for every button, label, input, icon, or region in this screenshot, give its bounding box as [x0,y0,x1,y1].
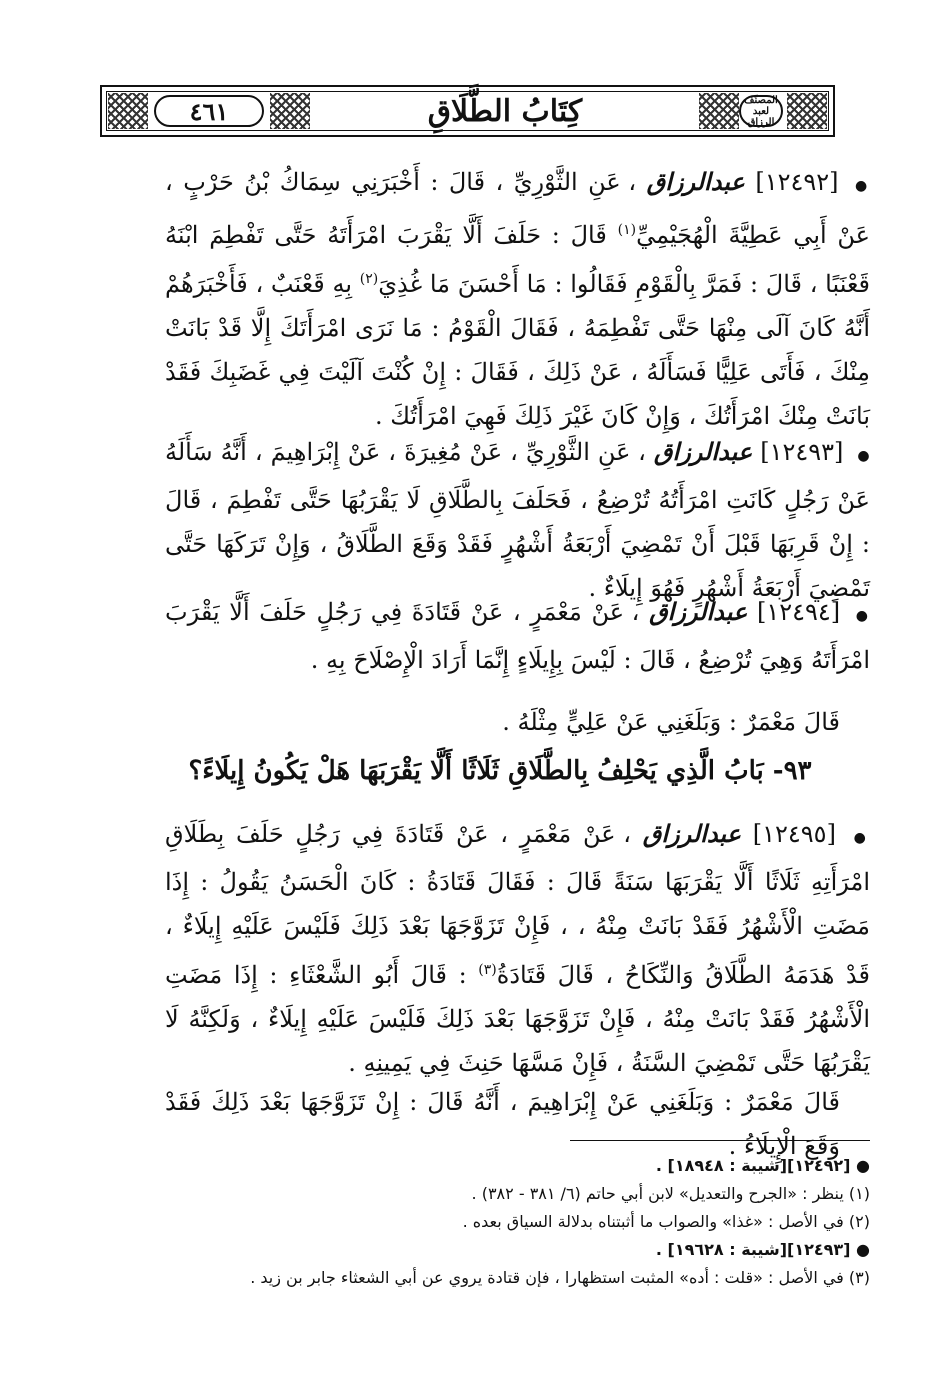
footnote-ref-text: [١٢٤٩٢][شيبة : ١٨٩٤٨] . [655,1156,851,1175]
ornament-icon [108,93,148,129]
chapter-heading: ٩٣- بَابُ الَّذِي يَحْلِفُ بِالطَّلَاقِ ثَلَاثًا أَلَّا يَقْرَبَهَا هَلْ يَكُونُ إِيلَاءً؟ [188,756,812,786]
footnote-reference [165,1236,870,1264]
bullet-icon: ● [854,178,870,194]
emblem-line: المصنّف [744,94,778,106]
entry-text: بِهِ قَعْنَبٌ ، فَأَخْبَرَهُمْ أَنَّهُ كَانَ آلَى مِنْهَا حَتَّى تَفْطِمَهُ ، فَقَالَ الْقَوْمُ : مَا نَرَى امْرَأَتَكَ إِلَّا قَدْ بَانَتْ مِنْكَ ، فَأَتَى عَلِيًّا فَسَأَلَهُ ، عَنْ ذَلِكَ ، فَقَالَ : إِنْ كُنْتَ آلَيْتَ فِي غَضَبِكَ فَقَدْ بَانَتْ مِنْكَ امْرَأَتُكَ ، وَإِنْ كَانَ غَيْرَ ذَلِكَ فَهِيَ امْرَأَتُكَ . [165,270,870,430]
footnote-marker: (٣) [478,962,497,978]
footnote-marker: (٢) [359,271,379,287]
narrator-name: عبدالرزاق [646,167,745,196]
narrator-name: عبدالرزاق [653,437,753,466]
narrator-saying [165,700,870,744]
hadith-entry [165,812,870,1085]
hadith-entry [165,430,870,610]
entry-text: ، عَنْ مَعْمَرٍ ، عَنْ قَتَادَةَ فِي رَجُلٍ حَلَفَ بِطَلَاقِ امْرَأَتِهِ ثَلَاثًا أَلَّا يَقْرَبَهَا سَنَةً قَالَ : فَقَالَ قَتَادَةُ : كَانَ الْحَسَنُ يَقُولُ : إِذَا مَضَتِ الْأَشْهُرُ فَقَدْ بَانَتْ مِنْهُ ، ، فَإِنْ تَزَوَّجَهَا بَعْدَ ذَلِكَ فَلَيْسَ عَلَيْهِ إِيلَاءٌ ، قَدْ هَدَمَهُ الطَّلَاقُ وَالنِّكَاحُ ، قَالَ قَتَادَةُ [165,820,871,989]
entry-text: ، عَنِ الثَّوْرِيِّ ، عَنْ مُغِيرَةَ ، عَنْ إِبْرَاهِيمَ ، أَنَّهُ سَأَلَهُ عَنْ رَجُلٍ كَانَتِ امْرَأَتُهُ تُرْضِعُ ، فَحَلَفَ بِالطَّلَاقِ لَا يَقْرَبُهَا حَتَّى تَفْطِمَ ، قَالَ : إِنْ قَرِبَهَا قَبْلَ أَنْ تَمْضِيَ أَرْبَعَةُ أَشْهُرٍ فَقَدْ وَقَعَ الطَّلَاقُ ، وَإِنْ تَرَكَهَا حَتَّى تَمْضِيَ أَرْبَعَةُ أَشْهُرٍ فَهُوَ إِيلَاءٌ . [165,438,870,602]
saying-text: قَالَ مَعْمَرٌ : وَبَلَغَنِي عَنْ إِبْرَاهِيمَ ، أَنَّهُ قَالَ : إِنْ تَزَوَّجَهَا بَعْدَ ذَلِكَ فَقَدْ وَقَعَ الْإِيلَاءُ . [165,1088,840,1160]
ornament-icon [699,93,739,129]
ornament-icon [787,93,827,129]
footnote-note: (٣) في الأصل : «قلت : أده» المثبت استظهارا ، فإن قتادة يروي عن أبي الشعثاء جابر بن زيد . [250,1268,870,1287]
footnote-marker: (١) [617,222,637,238]
entry-number: [١٢٤٩٣] [760,438,844,466]
hadith-entry [165,160,870,438]
entry-text: ، عَنِ الثَّوْرِيِّ ، قَالَ : أَخْبَرَنِي سِمَاكُ بْنُ حَرْبٍ ، عَنْ أَبِي عَطِيَّةَ الْهُجَيْمِيِّ [165,168,870,249]
ornament-icon [270,93,310,129]
bullet-icon: ● [850,1240,870,1259]
saying-text: قَالَ مَعْمَرٌ : وَبَلَغَنِي عَنْ عَلِيٍّ مِثْلَهُ . [502,708,840,736]
page-header [100,85,835,137]
entry-number: [١٢٤٩٥] [752,820,836,848]
entry-number: [١٢٤٩٤] [756,598,841,626]
entry-text: : قَالَ أَبُو الشَّعْثَاءِ : إِذَا مَضَتِ الْأَشْهُرُ فَقَدْ بَانَتْ مِنْهُ ، فَإِنْ تَزَوَّجَهَا بَعْدَ ذَلِكَ فَلَيْسَ عَلَيْهِ إِيلَاءٌ ، وَلَكِنَّهُ لَا يَقْرَبُهَا حَتَّى تَمْضِيَ السَّنَةُ ، فَإِنْ مَسَّهَا حَنِثَ فِي يَمِينِهِ . [165,961,870,1077]
bullet-icon: ● [857,448,870,464]
entry-text: ، عَنْ مَعْمَرٍ ، عَنْ قَتَادَةَ فِي رَجُلٍ حَلَفَ أَلَّا يَقْرَبَ امْرَأَتَهُ وَهِيَ تُرْضِعُ ، قَالَ : لَيْسَ بِإِيلَاءٍ إِنَّمَا أَرَادَ الْإِصْلَاحَ بِهِ . [165,598,870,674]
entry-number: [١٢٤٩٢] [755,168,839,196]
bullet-icon: ● [850,1156,870,1175]
footnote-note: (١) ينظر : «الجرح والتعديل» لابن أبي حاتم (٦/ ٣٨١ - ٣٨٢) . [471,1184,870,1203]
footnote-separator [570,1140,870,1141]
book-title: كِتَابُ الطَّلَاقِ [427,93,583,129]
hadith-entry [165,590,870,682]
bullet-icon: ● [855,608,870,624]
bullet-icon: ● [853,830,870,846]
page-number: ٤٦١ [154,95,264,127]
emblem [739,95,783,127]
entry-text: قَالَ : حَلَفَ أَلَّا يَقْرَبَ امْرَأَتَهُ حَتَّى تَفْطِمَ ابْنَهُ قَعْنَبًا ، قَالَ : فَمَرَّ بِالْقَوْمِ فَقَالُوا : مَا أَحْسَنَ مَا غُذِيَ [165,221,870,298]
footnote-reference [165,1152,870,1180]
footnote-ref-text: [١٢٤٩٣][شيبة : ١٩٦٢٨] . [655,1240,851,1259]
footnotes [165,1152,870,1292]
footnote-note: (٢) في الأصل : «غذا» والصواب ما أثبتناه بدلالة السياق بعده . [462,1212,870,1231]
emblem-line: لعبد الرزاق [747,105,775,128]
narrator-name: عبدالرزاق [642,819,741,848]
narrator-name: عبدالرزاق [649,597,748,626]
